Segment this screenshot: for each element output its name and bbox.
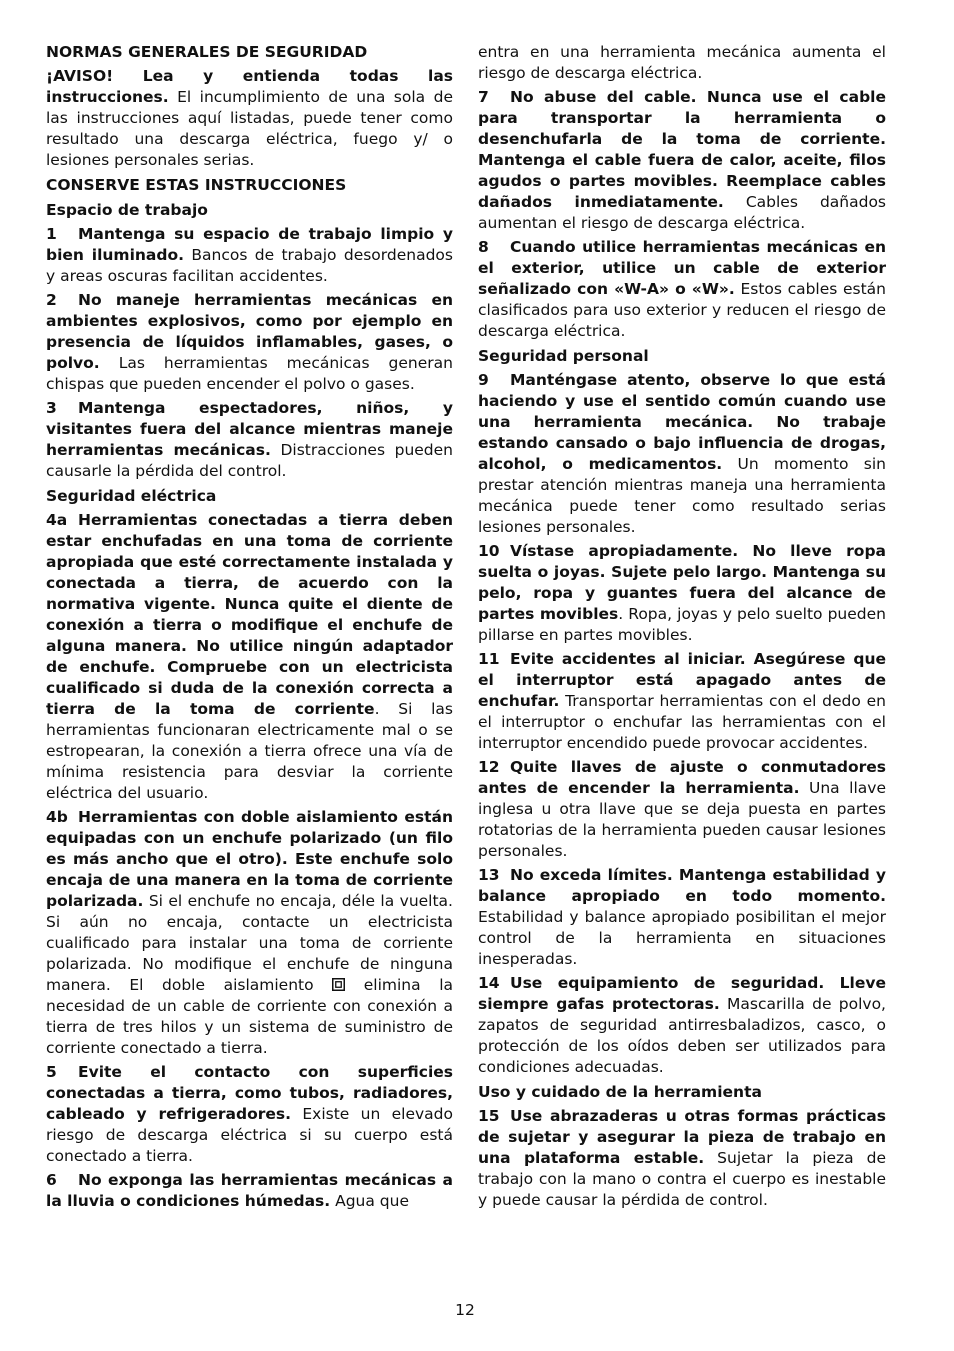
rule-number: 13 bbox=[478, 866, 500, 884]
rule-number: 6 bbox=[46, 1171, 57, 1189]
safety-rule-6 bbox=[46, 1170, 453, 1212]
general-safety-heading: NORMAS GENERALES DE SEGURIDAD bbox=[46, 43, 368, 61]
rule-lead: Use equipamiento de seguridad. Lleve siempre gafas protectoras. bbox=[478, 974, 886, 1013]
rule-lead: No maneje herramientas mecánicas en ambientes explosivos, como por ejemplo en presencia de líquidos inflamables, gases, o polvo. bbox=[46, 291, 453, 372]
rule-number: 4a bbox=[46, 511, 68, 529]
safety-rule-7 bbox=[478, 87, 886, 234]
rule-lead: Vístase apropiadamente. No lleve ropa suelta o joyas. Sujete pelo largo. Mantenga su pelo, ropa y guantes fuera del alcance de partes movibles bbox=[478, 542, 886, 623]
rule-lead: Manténgase atento, observe lo que está haciendo y use el sentido común cuando use una herramienta mecánica. No trabaje estando cansado o bajo influencia de drogas, alcohol, o medicamentos. bbox=[478, 371, 886, 473]
rule-text: Distracciones pueden causarle la pérdida del control. bbox=[46, 441, 454, 480]
rule-text: Las herramientas mecánicas generan chispas que pueden encender el polvo o gases. bbox=[46, 354, 453, 393]
rule-number: 8 bbox=[478, 238, 489, 256]
safety-rule-11 bbox=[478, 649, 886, 754]
safety-rule-3 bbox=[46, 398, 453, 482]
rule-text: . Si las herramientas funcionaran electricamente mal o se estropearan, la conexión a tierra ofrece una vía de mínima resistencia para desviar la corriente eléctrica del usuario. bbox=[46, 700, 454, 802]
section-title-tool-use-care: Uso y cuidado de la herramienta bbox=[478, 1083, 762, 1101]
rule-text: Transportar herramientas con el dedo en el interruptor o enchufar las herramientas con el interruptor encendido puede provocar accidentes. bbox=[478, 692, 886, 752]
safety-rule-2 bbox=[46, 290, 453, 395]
double-insulation-outer-square bbox=[333, 979, 345, 991]
rule-number: 10 bbox=[478, 542, 500, 560]
rule-lead: Evite accidentes al iniciar. Asegúrese que el interruptor está apagado antes de enchufar. bbox=[478, 650, 886, 710]
page-number: 12 bbox=[455, 1301, 475, 1319]
safety-rule-15 bbox=[478, 1106, 886, 1211]
rule-text: Estos cables están clasificados para uso exterior y reducen el riesgo de descarga eléctrica. bbox=[478, 280, 886, 340]
rule-text: Sujetar la pieza de trabajo con la mano o contra el cuerpo es inestable y puede causar la pérdida de control. bbox=[478, 1149, 887, 1209]
warning-text: El incumplimiento de una sola de las instrucciones aquí listadas, puede tener como resultado una descarga eléctrica, fuego y/ o lesiones personales serias. bbox=[46, 88, 453, 169]
rule-lead: Quite llaves de ajuste o conmutadores antes de encender la herramienta. bbox=[478, 758, 886, 797]
rule-number: 15 bbox=[478, 1107, 500, 1125]
rule-text: Existe un elevado riesgo de descarga eléctrica si su cuerpo está conectado a tierra. bbox=[46, 1105, 453, 1165]
rule-number: 4b bbox=[46, 808, 68, 826]
warning-paragraph bbox=[46, 66, 453, 171]
safety-rule-5 bbox=[46, 1062, 453, 1167]
rule-text-after-icon: elimina la necesidad de un cable de corriente con conexión a tierra de tres hilos y un sistema de suministro de corriente conectado a tierra. bbox=[46, 976, 454, 1057]
rule-lead: No exceda límites. Mantenga estabilidad y balance apropiado en todo momento. bbox=[478, 866, 886, 905]
safety-rule-10 bbox=[478, 541, 886, 646]
section-title-personal-safety: Seguridad personal bbox=[478, 347, 649, 365]
rule-lead: Herramientas con doble aislamiento están equipadas con un enchufe polarizado (un filo es más ancho que el otro). Este enchufe solo encaja de una manera en la toma de corriente polarizada. bbox=[46, 808, 453, 910]
left-column bbox=[46, 42, 453, 1215]
safety-rule-13 bbox=[478, 865, 886, 970]
rule-text: Cables dañados aumentan el riesgo de descarga eléctrica. bbox=[478, 193, 886, 232]
warning-lead: ¡AVISO! Lea y entienda todas las instrucciones. bbox=[46, 67, 453, 106]
rule-number: 2 bbox=[46, 291, 57, 309]
section-title-electrical-safety: Seguridad eléctrica bbox=[46, 487, 217, 505]
safety-rule-9 bbox=[478, 370, 886, 538]
rule-number: 5 bbox=[46, 1063, 57, 1081]
safety-rule-1 bbox=[46, 224, 453, 287]
rule-lead: Herramientas conectadas a tierra deben estar enchufadas en una toma de corriente apropiada que esté correctamente instalada y conectada a tierra, de acuerdo con la normativa vigente. Nunca quite el diente de conexión a tierra o modifique el enchufe de alguna manera. No utilice ningún adaptador de enchufe. Compruebe con un electricista cualificado si duda de la conexión correcta a tierra de la toma de corriente bbox=[46, 511, 453, 718]
safety-rule-12 bbox=[478, 757, 886, 862]
rule-text-continued: entra en una herramienta mecánica aumenta el riesgo de descarga eléctrica. bbox=[478, 43, 886, 82]
rule-lead: Mantenga espectadores, niños, y visitantes fuera del alcance mientras maneje herramientas mecánicas. bbox=[46, 399, 453, 459]
rule-text: Una llave inglesa u otra llave que se deja puesta en partes rotatorias de la herramienta pueden causar lesiones personales. bbox=[478, 779, 886, 860]
rule-text: Un momento sin prestar atención mientras maneja una herramienta mecánica puede tener como resultado serias lesiones personales. bbox=[478, 455, 886, 536]
keep-instructions-heading: CONSERVE ESTAS INSTRUCCIONES bbox=[46, 176, 347, 194]
section-title-work-area: Espacio de trabajo bbox=[46, 201, 208, 219]
safety-rule-6-continued bbox=[478, 42, 886, 84]
rule-lead: Use abrazaderas u otras formas prácticas de sujetar y asegurar la pieza de trabajo en una plataforma estable. bbox=[478, 1107, 886, 1167]
safety-rule-4b bbox=[46, 807, 453, 1059]
rule-number: 9 bbox=[478, 371, 489, 389]
right-column bbox=[478, 42, 886, 1214]
rule-lead: No abuse del cable. Nunca use el cable para transportar la herramienta o desenchufarla de la toma de corriente. Mantenga el cable fuera de calor, aceite, filos agudos o partes movibles. Reemplace cables dañados inmediatamente. bbox=[478, 88, 886, 211]
rule-text: Si el enchufe no encaja, déle la vuelta. Si aún no encaja, contacte un electricista cualificado para instalar una toma de corriente polarizada. No modifique el enchufe de ninguna manera. El doble aislamiento bbox=[46, 892, 453, 994]
safety-rule-8 bbox=[478, 237, 886, 342]
rule-number: 1 bbox=[46, 225, 57, 243]
rule-text: Bancos de trabajo desordenados y areas oscuras facilitan accidentes. bbox=[46, 246, 453, 285]
rule-number: 7 bbox=[478, 88, 489, 106]
rule-lead: No exponga las herramientas mecánicas a la lluvia o condiciones húmedas. bbox=[46, 1171, 453, 1210]
rule-text: Mascarilla de polvo, zapatos de seguridad antirresbaladizos, casco, o protección de los oídos deben ser utilizados para condiciones adecuadas. bbox=[478, 995, 886, 1076]
safety-rule-4a bbox=[46, 510, 453, 804]
rule-number: 14 bbox=[478, 974, 500, 992]
rule-number: 3 bbox=[46, 399, 57, 417]
rule-lead: Cuando utilice herramientas mecánicas en el exterior, utilice un cable de exterior señalizado con «W-A» o «W». bbox=[478, 238, 886, 298]
double-insulation-inner-square bbox=[336, 982, 342, 988]
safety-rule-14 bbox=[478, 973, 886, 1078]
rule-lead: Evite el contacto con superficies conectadas a tierra, como tubos, radiadores, cableado y refrigeradores. bbox=[46, 1063, 453, 1123]
rule-number: 11 bbox=[478, 650, 500, 668]
rule-number: 12 bbox=[478, 758, 500, 776]
rule-text: Estabilidad y balance apropiado posibilitan el mejor control de la herramienta en situaciones inesperadas. bbox=[478, 908, 886, 968]
rule-text: Agua que bbox=[335, 1192, 409, 1210]
rule-text: . Ropa, joyas y pelo suelto pueden pillarse en partes movibles. bbox=[478, 605, 886, 644]
double-insulation-icon bbox=[332, 978, 345, 991]
rule-lead: Mantenga su espacio de trabajo limpio y bien iluminado. bbox=[46, 225, 453, 264]
